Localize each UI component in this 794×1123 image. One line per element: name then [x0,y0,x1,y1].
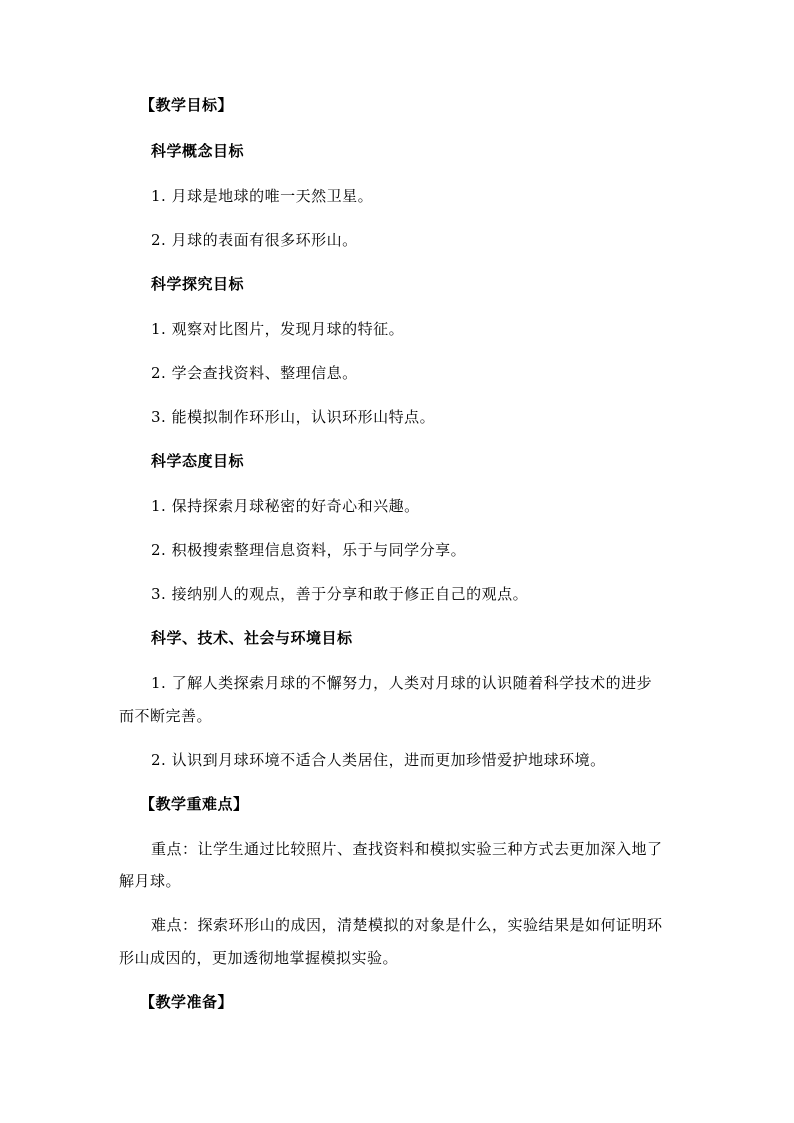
list-item: 2. 认识到月球环境不适合人类居住，进而更加珍惜爱护地球环境。 [151,751,606,769]
list-item-continuation: 而不断完善。 [119,707,213,725]
heading-inquiry-goals: 科学探究目标 [151,275,245,293]
key-point-continuation: 解月球。 [119,872,182,890]
section-title-preparation: 【教学准备】 [140,993,234,1011]
heading-attitude-goals: 科学态度目标 [151,452,245,470]
list-item: 1. 月球是地球的唯一天然卫星。 [151,187,374,205]
list-item: 2. 积极搜索整理信息资料，乐于与同学分享。 [151,541,467,559]
list-item: 2. 学会查找资料、整理信息。 [151,364,358,382]
heading-concept-goals: 科学概念目标 [151,142,245,160]
list-item: 3. 能模拟制作环形山，认识环形山特点。 [151,408,436,426]
key-point-text: 重点：让学生通过比较照片、查找资料和模拟实验三种方式去更加深入地了 [151,840,663,858]
list-item: 1. 观察对比图片，发现月球的特征。 [151,320,405,338]
list-item: 1. 了解人类探索月球的不懈努力，人类对月球的认识随着科学技术的进步 [151,674,653,692]
difficulty-continuation: 形山成因的，更加透彻地掌握模拟实验。 [119,949,399,967]
list-item: 2. 月球的表面有很多环形山。 [151,231,358,249]
section-title-key-points: 【教学重难点】 [140,795,249,813]
list-item: 3. 接纳别人的观点，善于分享和敢于修正自己的观点。 [151,585,529,603]
section-title-teaching-goals: 【教学目标】 [140,96,234,114]
difficulty-text: 难点：探索环形山的成因，清楚模拟的对象是什么，实验结果是如何证明环 [151,916,663,934]
list-item: 1. 保持探索月球秘密的好奇心和兴趣。 [151,497,420,515]
heading-stse-goals: 科学、技术、社会与环境目标 [151,629,353,647]
